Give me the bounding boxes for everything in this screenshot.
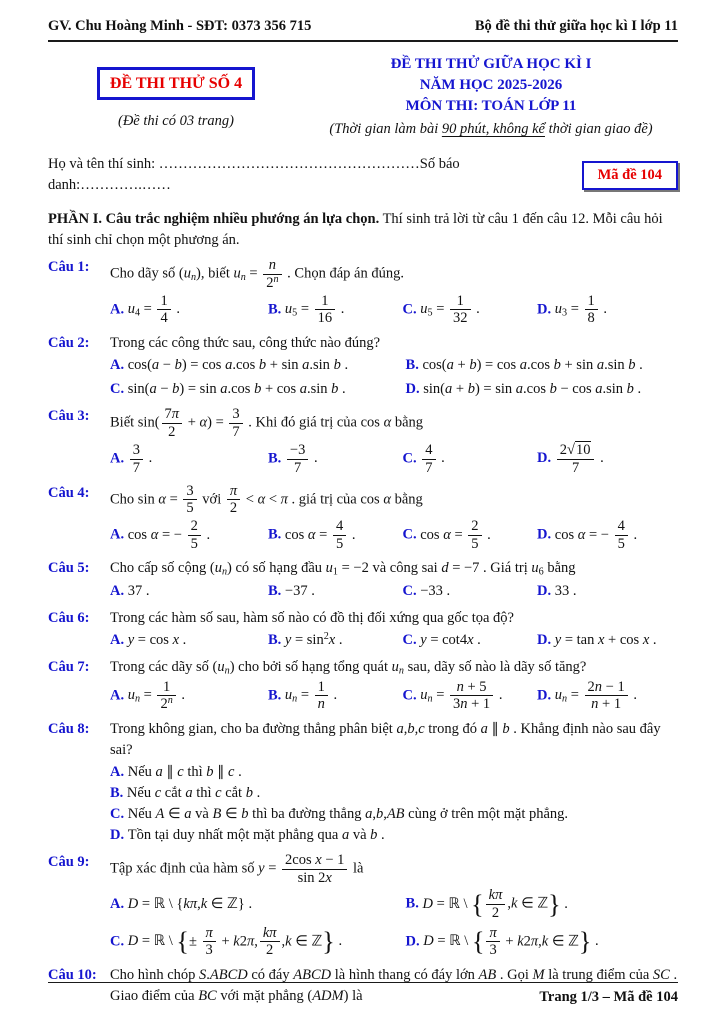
option-text: D = ℝ \ { $\frac{k\pi}{2}$ ,k ∈ ℤ } .	[422, 887, 568, 922]
question-head	[48, 483, 678, 517]
question-head	[48, 719, 678, 761]
option-letter: B.	[405, 895, 423, 912]
option-item	[537, 518, 678, 552]
question-options	[110, 355, 678, 400]
option-text: y = tan x + cos x .	[554, 631, 657, 648]
question-item	[48, 333, 678, 400]
option-item	[403, 679, 534, 713]
option-text: u5 = $\frac{1}{16}$ .	[284, 292, 345, 327]
option-text: sin(a + b) = sin a.cos b − cos a.sin b .	[423, 381, 642, 398]
option-text: Nếu A ∈ a và B ∈ b thì ba đường thẳng a,b,AB cùng ở trên một mặt phẳng.	[127, 805, 569, 822]
option-letter: B.	[110, 784, 127, 801]
option-letter: D.	[537, 301, 555, 318]
exam-pages-note: (Đề thi có 03 trang)	[118, 113, 234, 130]
student-info-row	[48, 154, 678, 196]
option-letter: A.	[110, 896, 128, 912]
option-text: D = ℝ \ { ± $\frac{\pi}{3}$ + k2π, $\frac{k\pi}{2}$ ,k ∈ ℤ } .	[127, 924, 343, 959]
option-item	[537, 679, 678, 713]
option-letter: B.	[268, 301, 285, 318]
question-label: Câu 8:	[48, 720, 90, 737]
option-item	[268, 442, 399, 476]
option-letter: D.	[537, 687, 555, 704]
option-text: un = $\frac{1}{2^n}$ .	[127, 678, 186, 713]
question-item	[48, 608, 678, 651]
question-head	[48, 608, 678, 629]
option-item	[110, 894, 402, 915]
option-letter: B.	[405, 357, 423, 374]
option-item	[403, 581, 534, 602]
option-item	[110, 581, 264, 602]
option-letter: D.	[537, 631, 555, 648]
question-head	[48, 852, 678, 886]
option-item	[268, 679, 399, 713]
option-letter: D.	[537, 450, 555, 467]
option-text: u3 = $\frac{1}{8}$ .	[554, 292, 608, 327]
page-footer	[48, 982, 678, 1008]
question-text: Trong các hàm số sau, hàm số nào có đồ thị đối xứng qua gốc tọa độ?	[110, 609, 514, 626]
question-options	[110, 581, 678, 602]
question-options	[110, 887, 678, 959]
exam-title-line-2: NĂM HỌC 2025-2026	[419, 77, 563, 94]
question-text: Cho hình chóp S.ABCD có đáy ABCD là hình thang có đáy lớn AB . Gọi M là trung điểm của SC . Giao điểm của BC với mặt phẳng (ADM) là	[110, 967, 678, 1005]
option-text: cos α = $\frac{2}{5}$ .	[420, 518, 491, 552]
question-head	[48, 657, 678, 678]
option-letter: D.	[110, 826, 128, 843]
option-letter: A.	[110, 582, 128, 599]
option-letter: B.	[268, 631, 285, 648]
option-item	[403, 442, 534, 476]
option-item	[110, 379, 402, 400]
exam-title-line-3: MÔN THI: TOÁN LỚP 11	[405, 98, 577, 115]
question-item	[48, 406, 678, 477]
option-text: Nếu c cắt a thì c cắt b .	[126, 784, 261, 801]
question-text: Trong các công thức sau, công thức nào đúng?	[110, 335, 381, 352]
option-item	[110, 679, 264, 713]
option-text: 37 .	[127, 582, 150, 599]
option-text: $\frac{3}{7}$ .	[128, 450, 153, 466]
option-text: sin(a − b) = sin a.cos b + cos a.sin b .	[127, 381, 346, 398]
question-label: Câu 1:	[48, 259, 90, 276]
option-item	[110, 925, 402, 959]
option-letter: D.	[537, 582, 555, 599]
option-item	[268, 518, 399, 552]
option-text: $\frac{4}{7}$ .	[420, 450, 445, 466]
option-item	[537, 293, 678, 327]
option-text: u4 = $\frac{1}{4}$ .	[127, 292, 180, 327]
header-teacher-info: GV. Chu Hoàng Minh - SĐT: 0373 356 715	[48, 18, 312, 34]
option-letter: C.	[110, 805, 128, 822]
option-item	[110, 518, 264, 552]
question-label: Câu 9:	[48, 854, 90, 870]
option-letter: C.	[402, 687, 421, 704]
option-letter: A.	[110, 450, 128, 467]
option-letter: C.	[402, 582, 421, 599]
option-item	[110, 355, 402, 376]
option-item	[268, 581, 399, 602]
option-item	[537, 630, 678, 651]
option-item	[110, 825, 678, 846]
option-text: cos(a + b) = cos a.cos b + sin a.sin b .	[422, 357, 643, 374]
question-label: Câu 7:	[48, 658, 90, 675]
title-left-column	[48, 54, 304, 139]
option-text: D = ℝ \ { $\frac{\pi}{3}$ + k2π,k ∈ ℤ } .	[423, 924, 599, 959]
question-label: Câu 4:	[48, 484, 90, 501]
question-options	[110, 762, 678, 846]
option-letter: A.	[110, 301, 128, 318]
option-letter: A.	[110, 687, 128, 704]
option-text: 33 .	[554, 582, 577, 599]
option-item	[110, 293, 264, 327]
option-item	[406, 355, 678, 376]
option-item	[110, 762, 678, 783]
option-letter: C.	[402, 526, 421, 543]
option-text: cos α = − $\frac{4}{5}$ .	[554, 518, 638, 552]
question-options	[110, 441, 678, 476]
question-item	[48, 483, 678, 553]
option-item	[403, 518, 534, 552]
question-text: Biết sin( $\frac{7\pi}{2}$ + α) = $\frac{3}{7}$ . Khi đó giá trị của cos α bằng	[110, 406, 424, 440]
document-header	[48, 16, 678, 42]
question-options	[110, 679, 678, 713]
option-text: $y = \sin^2x$ .	[284, 630, 343, 648]
question-options	[110, 630, 678, 651]
exam-number-box: ĐỀ THI THỬ SỐ 4	[97, 67, 255, 100]
option-item	[110, 630, 264, 651]
exam-time-note: (Thời gian làm bài 90 phút, không kể thời gian giao đề)	[329, 121, 653, 138]
question-options	[110, 293, 678, 327]
option-text: un = $\frac{1}{n}$ .	[284, 678, 338, 713]
question-head	[48, 406, 678, 440]
part1-heading-bold: PHẦN I. Câu trắc nghiệm nhiều phướng án lựa chọn.	[48, 211, 380, 228]
option-item	[406, 925, 678, 959]
option-item	[268, 293, 399, 327]
option-letter: B.	[268, 526, 285, 543]
option-text: cos α = − $\frac{2}{5}$ .	[127, 518, 211, 552]
option-letter: A.	[110, 357, 128, 374]
exam-title-line-1: ĐỀ THI THỬ GIỮA HỌC KÌ I	[390, 56, 592, 73]
question-label: Câu 2:	[48, 335, 90, 352]
option-letter: C.	[402, 631, 421, 648]
option-text: −33 .	[420, 582, 451, 599]
option-text: u5 = $\frac{1}{32}$ .	[420, 292, 480, 327]
option-item	[110, 804, 678, 825]
option-item	[403, 293, 534, 327]
question-text: Tập xác định của hàm số y = $\frac{\text{2cos x − 1}}{\sin 2x}$ là	[110, 852, 364, 886]
option-item	[537, 581, 678, 602]
question-item	[48, 657, 678, 713]
question-options	[110, 518, 678, 552]
question-text: Cho dãy số (un), biết un = $\frac{n}{2^n}$ . Chọn đáp án đúng.	[110, 257, 404, 292]
header-collection-title: Bộ đề thi thử giữa học kì I lớp 11	[474, 18, 678, 34]
exam-code-box: Mã đề 104	[582, 161, 678, 190]
option-item	[403, 630, 534, 651]
question-label: Câu 5:	[48, 560, 90, 577]
title-block	[48, 54, 678, 139]
option-letter: C.	[402, 450, 421, 467]
option-letter: C.	[402, 301, 421, 318]
question-text: Trong các dãy số (un) cho bởi số hạng tổng quát un sau, dãy số nào là dãy số tăng?	[110, 658, 587, 677]
option-letter: A.	[110, 763, 128, 780]
part1-heading-rest: Thí sinh trả lời từ câu 1 đến câu 12. Mỗi câu hỏi thí sinh chỉ chọn một phương án.	[48, 211, 663, 249]
option-item	[110, 442, 264, 476]
option-letter: B.	[268, 450, 285, 467]
option-letter: D.	[405, 381, 424, 398]
part1-heading	[48, 209, 678, 251]
option-item	[537, 441, 678, 476]
question-head	[48, 333, 678, 354]
option-text: y = cos x .	[127, 631, 187, 648]
page-footer-text: Trang 1/3 – Mã đề 104	[539, 988, 678, 1005]
option-text: cos(a − b) = cos a.cos b + sin a.sin b .	[127, 357, 349, 374]
option-text: $\frac{-3}{7}$ .	[285, 450, 318, 466]
option-letter: A.	[110, 526, 128, 543]
option-letter: A.	[110, 631, 128, 648]
option-letter: C.	[110, 381, 128, 398]
option-text: D = ℝ \ {kπ,k ∈ ℤ} .	[127, 896, 253, 912]
student-name-line: Họ và tên thí sinh: ………………………………………………Số báo danh:………….……	[48, 156, 460, 194]
option-letter: B.	[268, 582, 285, 599]
option-text: Tồn tại duy nhất một mặt phẳng qua a và b .	[127, 826, 385, 843]
question-head	[48, 257, 678, 291]
question-item	[48, 558, 678, 601]
option-text: un = $\frac{n + 5}{3n + 1}$ .	[420, 678, 503, 713]
option-letter: D.	[537, 526, 555, 543]
option-letter: D.	[405, 933, 424, 950]
option-item	[406, 887, 678, 921]
question-text: Cho sin α = $\frac{3}{5}$ với $\frac{\pi}{2}$ < α < π . giá trị của cos α bằng	[110, 482, 423, 517]
questions-list	[48, 257, 678, 1007]
question-item	[48, 852, 678, 959]
option-text: 2 √ 10 7 .	[555, 450, 604, 466]
question-text: Trong không gian, cho ba đường thẳng phân biệt a,b,c trong đó a ∥ b . Khẳng định nào sau đây sai?	[110, 720, 661, 758]
title-right-column	[304, 54, 678, 139]
question-text: Cho cấp số cộng (un) có số hạng đầu u1 = −2 và công sai d = −7 . Giá trị u6 bằng	[110, 560, 576, 579]
question-label: Câu 3:	[48, 408, 90, 425]
option-text: −37 .	[284, 582, 315, 599]
option-item	[406, 379, 678, 400]
option-letter: C.	[110, 933, 128, 950]
question-item	[48, 719, 678, 846]
option-item	[110, 783, 678, 804]
option-text: un = $\frac{2n - 1}{n + 1}$ .	[554, 678, 637, 713]
option-item	[268, 630, 399, 651]
question-label: Câu 6:	[48, 609, 90, 626]
question-label: Câu 10:	[48, 967, 97, 984]
question-item	[48, 257, 678, 327]
option-letter: B.	[268, 687, 285, 704]
question-head	[48, 558, 678, 579]
option-text: y = cot4x .	[420, 631, 481, 648]
option-text: Nếu a ∥ c thì b ∥ c .	[127, 763, 242, 780]
footer-rule	[48, 982, 678, 983]
option-text: cos α = $\frac{4}{5}$ .	[284, 518, 356, 552]
